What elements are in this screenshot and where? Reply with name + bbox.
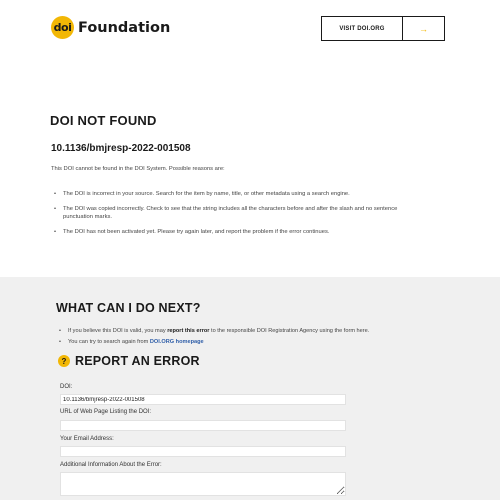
intro-text: This DOI cannot be found in the DOI System. Possible reasons are: xyxy=(51,166,225,172)
next-steps-list xyxy=(56,327,369,349)
visit-doi-org-button[interactable] xyxy=(321,16,445,41)
url-input[interactable] xyxy=(60,420,346,431)
next-steps-title: WHAT CAN I DO NEXT? xyxy=(56,301,201,315)
report-title: REPORT AN ERROR xyxy=(75,354,200,368)
page-title: DOI NOT FOUND xyxy=(50,113,157,128)
logo-text: Foundation xyxy=(78,19,171,36)
report-error-link[interactable]: report this error xyxy=(167,328,210,334)
additional-info-textarea[interactable] xyxy=(60,472,346,496)
email-field-label: Your Email Address: xyxy=(60,436,114,442)
url-field-label: URL of Web Page Listing the DOI: xyxy=(60,409,152,415)
reason-item: • The DOI was copied incorrectly. Check to see that the string includes all the characters before and after the slash and no sentence punctuation marks. xyxy=(51,205,421,222)
report-error-heading xyxy=(58,354,200,368)
doi-logo-badge: doi xyxy=(51,16,74,39)
arrow-right-icon: → xyxy=(419,23,428,34)
next-step-item: • If you believe this DOI is valid, you may report this error to the responsible DOI Registration Agency using the form here. xyxy=(56,327,369,335)
visit-button-label: VISIT DOI.ORG xyxy=(322,17,403,40)
reasons-list xyxy=(51,190,421,242)
doi-field-label: DOI: xyxy=(60,384,73,390)
info-field-label: Additional Information About the Error: xyxy=(60,462,162,468)
reason-item: • The DOI has not been activated yet. Please try again later, and report the problem if the error continues. xyxy=(51,228,421,237)
next-step-item: • You can try to search again from DOI.ORG homepage xyxy=(56,338,369,346)
reason-item: • The DOI is incorrect in your source. Search for the item by name, title, or other metadata using a search engine. xyxy=(51,190,421,199)
doi-foundation-logo[interactable] xyxy=(51,16,170,39)
doi-homepage-link[interactable]: DOI.ORG homepage xyxy=(149,339,204,345)
doi-input[interactable] xyxy=(60,394,346,405)
doi-identifier: 10.1136/bmjresp-2022-001508 xyxy=(51,143,191,154)
question-icon: ? xyxy=(58,355,70,367)
email-input[interactable] xyxy=(60,446,346,457)
